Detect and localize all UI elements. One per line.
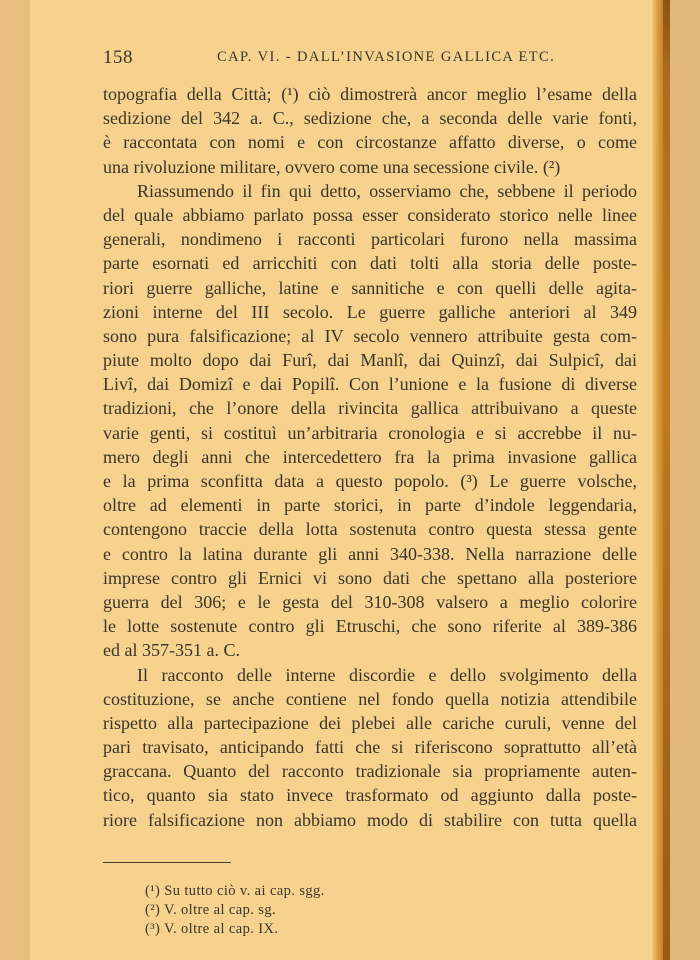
text-line: imprese contro gli Ernici vi sono dati che spettano alla posteriore	[103, 567, 637, 588]
text-line: generali, nondimeno i racconti particolari furono nella massima	[103, 229, 637, 250]
text-line: parte esornati ed arricchiti con dati tolti alla storia delle poste-	[103, 253, 637, 274]
text-line: è raccontata con nomi e con circostanze affatto diverse, o come	[103, 132, 637, 153]
text-line: le lotte sostenute contro gli Etruschi, che sono riferite al 389-386	[103, 616, 637, 637]
text-line: sedizione del 342 a. C., sedizione che, a seconda delle varie fonti,	[103, 108, 637, 129]
running-title: CAP. VI. - DALL’INVASIONE GALLICA ETC.	[217, 49, 556, 65]
footnote: (¹) Su tutto ciò v. ai cap. sgg.	[145, 883, 325, 899]
footnotes	[145, 882, 325, 939]
text-line: varie genti, si costituì un’arbitraria cronologia e si accrebbe il nu-	[103, 422, 637, 443]
scan-margin	[670, 0, 700, 960]
page-number: 158	[103, 47, 133, 68]
text-line: graccana. Quanto del racconto tradizionale sia propriamente auten-	[103, 761, 637, 782]
text-line: topografia della Città; (¹) ciò dimostrerà ancor meglio l’esame della	[103, 84, 637, 104]
text-line: riori guerre galliche, latine e sannitiche e con quelli delle agita-	[103, 277, 637, 298]
text-line: e la prima sconfitta data a questo popolo. (³) Le guerre volsche,	[103, 471, 637, 491]
text-line: pari travisato, anticipando fatti che si riferiscono soprattutto all’età	[103, 737, 637, 758]
footnote: (²) V. oltre al cap. sg.	[145, 902, 276, 918]
text-line: Livî, dai Domizî e dai Popilî. Con l’unione e la fusione di diverse	[103, 374, 637, 395]
paragraph-start-line: Il racconto delle interne discordie e dello svolgimento della	[137, 664, 637, 685]
text-line: contengono traccie della lotta sostenuta contro questa stessa gente	[103, 519, 637, 540]
page-header	[103, 47, 637, 71]
text-line: guerra del 306; e le gesta del 310-308 valsero a meglio colorire	[103, 591, 637, 612]
text-line: piute molto dopo dai Furî, dai Manlî, dai Quinzî, dai Sulpicî, dai	[103, 350, 637, 371]
text-line: oltre ad elementi in parte storici, in parte d’indole leggendaria,	[103, 495, 637, 516]
text-line: e contro la latina durante gli anni 340-338. Nella narrazione delle	[103, 543, 637, 564]
text-line: mero degli anni che intercedettero fra la prima invasione gallica	[103, 446, 637, 467]
binding-edge	[663, 0, 670, 960]
footnote-separator	[103, 862, 231, 863]
text-line: del quale abbiamo parlato possa esser considerato storico nelle linee	[103, 204, 637, 225]
text-line: tradizioni, che l’onore della rivincita gallica attribuivano a queste	[103, 398, 637, 419]
text-line: riore falsificazione non abbiamo modo di stabilire con tutta quella	[103, 809, 637, 830]
main-text	[103, 82, 637, 832]
text-line: tico, quanto sia stato invece trasformato od aggiunto dalla poste-	[103, 785, 637, 806]
paragraph-start-line: Riassumendo il fin qui detto, osserviamo che, sebbene il periodo	[137, 180, 637, 201]
text-line: rispetto alla partecipazione dei plebei alle cariche curuli, venne del	[103, 712, 637, 733]
text-line: sono pura falsificazione; al IV secolo vennero attribuite gesta com-	[103, 325, 637, 346]
text-line: ed al 357-351 a. C.	[103, 640, 240, 661]
text-line: una rivoluzione militare, ovvero come una secessione civile. (²)	[103, 156, 561, 177]
footnote: (³) V. oltre al cap. IX.	[145, 921, 279, 937]
text-line: costituzione, se anche contiene nel fondo quella notizia attendibile	[103, 688, 637, 709]
text-line: zioni interne del III secolo. Le guerre galliche anteriori al 349	[103, 301, 637, 322]
